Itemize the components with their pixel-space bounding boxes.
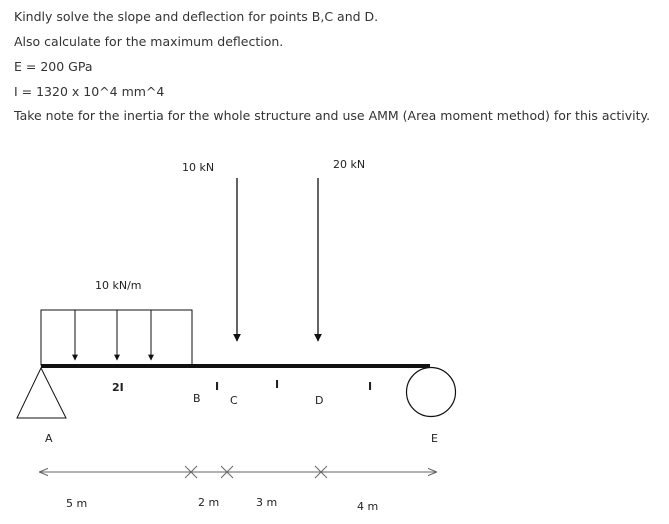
dimension-label-cd: 3 m — [256, 496, 278, 509]
inertia-label-cd: I — [275, 378, 280, 391]
point-label-a: A — [45, 432, 53, 445]
dimension-label-de: 4 m — [357, 500, 379, 513]
point-label-c: C — [230, 394, 238, 407]
inertia-label-ab: 2I — [112, 381, 124, 394]
question-line-3: E = 200 GPa — [14, 59, 93, 74]
question-line-2: Also calculate for the maximum deflection. — [14, 34, 284, 49]
load-label-d: 20 kN — [333, 158, 366, 171]
point-label-e: E — [431, 432, 438, 445]
point-label-d: D — [315, 394, 324, 407]
load-label-c: 10 kN — [182, 161, 215, 174]
udl-label: 10 kN/m — [95, 279, 142, 292]
inertia-label-bc: I — [215, 380, 220, 393]
pin-support-a — [17, 368, 66, 418]
dimension-label-ab: 5 m — [66, 497, 88, 510]
question-line-4: I = 1320 x 10^4 mm^4 — [14, 84, 165, 99]
dimension-label-bc: 2 m — [198, 496, 220, 509]
question-line-5: Take note for the inertia for the whole structure and use AMM (Area moment method) for this activity. — [14, 108, 651, 123]
roller-support-e — [407, 368, 456, 417]
question-line-1: Kindly solve the slope and deflection for points B,C and D. — [14, 9, 379, 24]
point-label-b: B — [193, 392, 201, 405]
inertia-label-de: I — [368, 380, 373, 393]
